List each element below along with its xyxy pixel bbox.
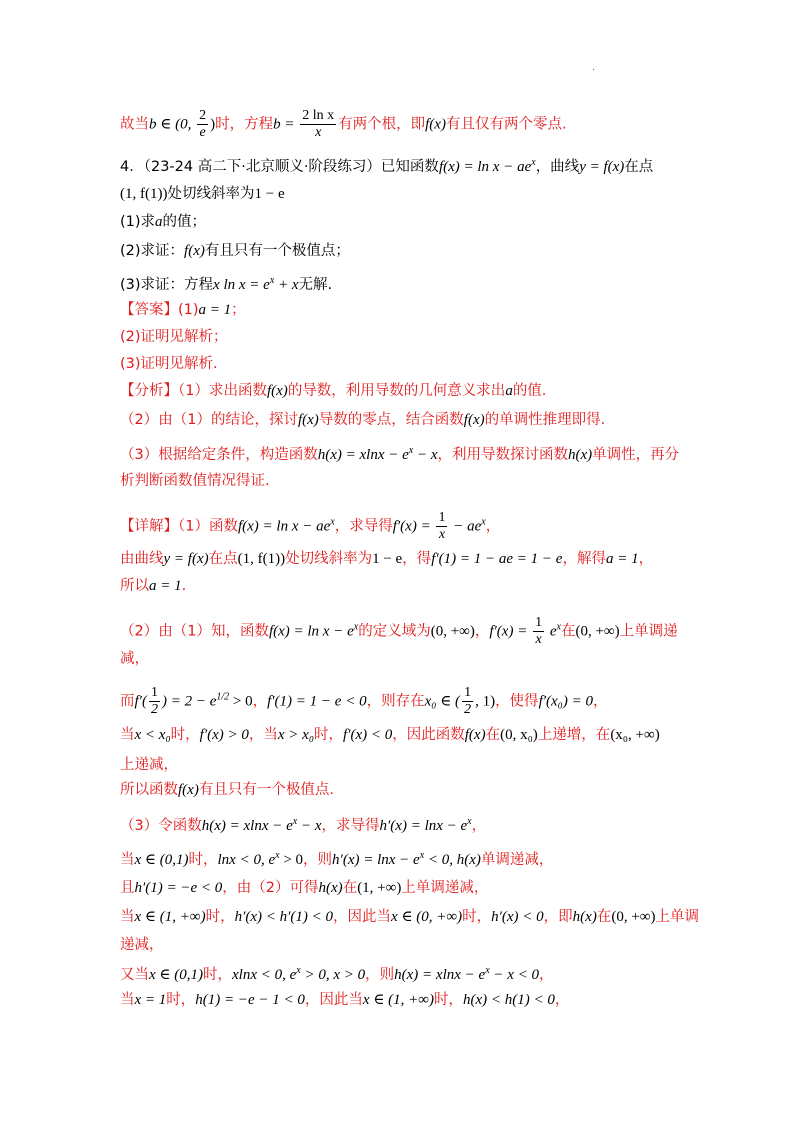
math-expression: − x — [413, 446, 438, 463]
math-expression: (1, f(1)) — [120, 186, 168, 202]
math-expression: x ∈ (0, +∞) — [391, 909, 463, 925]
text-segment: 上单调 — [655, 909, 699, 925]
math-expression: f(x) — [178, 782, 199, 798]
math-expression: (0, +∞) — [611, 909, 656, 925]
text-segment: ，曲线 — [535, 158, 580, 175]
text-line-l6 — [120, 299, 246, 321]
text-segment: ，因此当 — [333, 909, 392, 925]
text-segment: 所以 — [120, 578, 149, 594]
fraction-denominator: e — [199, 125, 206, 140]
math-expression: x ∈ (0,1) — [149, 966, 204, 983]
math-expression: (0, x₀) — [500, 727, 538, 743]
math-expression: 1 − e — [372, 551, 403, 567]
text-line-l12 — [120, 470, 270, 492]
text-segment: 减， — [120, 651, 149, 667]
text-segment: 递减， — [120, 937, 164, 953]
text-segment: 时， — [166, 992, 196, 1008]
fraction-numerator: 1 — [438, 510, 446, 525]
text-segment: ，利用导数探讨函数 — [437, 446, 569, 463]
math-expression: a — [505, 383, 513, 399]
text-segment: 又当 — [120, 966, 149, 983]
math-expression: f(x) — [425, 116, 446, 133]
superscript: x — [292, 816, 298, 827]
math-expression: h(x) — [568, 446, 593, 463]
fraction — [462, 685, 473, 718]
text-segment: ，当 — [248, 727, 278, 743]
text-segment: 导数的零点，结合函数 — [318, 412, 464, 428]
text-segment: ，因此当 — [304, 992, 363, 1008]
text-segment: (2)求证： — [120, 243, 185, 259]
superscript: x — [330, 516, 335, 528]
math-expression: f′(1) = 1 − e < 0 — [267, 693, 367, 710]
math-expression: x > x₀ — [277, 727, 315, 743]
text-line-l4 — [120, 240, 350, 262]
text-line-l8 — [120, 353, 218, 375]
math-expression: a = 1 — [149, 578, 182, 594]
fraction-denominator: x — [315, 125, 322, 140]
text-segment: 【分析】（1）求出函数 — [120, 383, 267, 399]
text-segment: 在 — [342, 880, 358, 896]
text-segment: 时， — [188, 851, 218, 868]
superscript: x — [275, 850, 280, 861]
math-expression: a — [155, 214, 163, 230]
fraction-numerator: 1 — [464, 685, 472, 700]
math-expression: f(x) = ln x − ae — [438, 158, 532, 175]
text-segment: ，则 — [303, 851, 333, 868]
text-segment: ，求导得 — [334, 518, 393, 535]
math-expression: f′(x) > 0 — [199, 727, 249, 743]
text-segment: 上递减， — [120, 757, 178, 773]
text-line-l27 — [120, 960, 554, 986]
math-expression: h(x) — [572, 909, 597, 925]
math-expression: h′(1) = −e < 0 — [134, 880, 223, 896]
math-expression: h(1) = −e − 1 < 0 — [195, 992, 305, 1008]
text-segment: ，使得 — [495, 693, 539, 710]
math-expression: x ln x = e — [213, 276, 270, 293]
text-segment: 上单调递 — [619, 623, 678, 640]
math-expression: f(x) — [266, 383, 288, 399]
text-segment: 的值. — [512, 383, 547, 399]
text-segment: 时， — [203, 966, 233, 983]
text-segment: ，则存在 — [366, 693, 425, 710]
math-expression: x ∈ (0,1) — [134, 851, 189, 868]
text-line-l13 — [120, 510, 500, 543]
math-expression: x = 1 — [134, 992, 167, 1008]
text-segment: 【答案】(1) — [120, 302, 199, 318]
text-segment: 在 — [485, 727, 501, 743]
text-segment: 上递增，在 — [537, 727, 611, 743]
text-segment: 【详解】（1）函数 — [120, 518, 238, 535]
text-segment: (1)求 — [120, 214, 156, 230]
math-expression: − x < 0 — [489, 966, 540, 983]
math-expression: , 1) — [475, 693, 496, 710]
fraction — [149, 685, 160, 718]
text-segment: 时，方程 — [215, 116, 274, 133]
fraction-numerator: 1 — [535, 615, 543, 630]
superscript: x — [353, 621, 359, 633]
math-expression: x ∈ (1, +∞) — [362, 992, 434, 1008]
text-segment: 且 — [120, 880, 135, 896]
text-segment: 而 — [120, 693, 135, 710]
text-segment: 有且仅有两个零点. — [445, 116, 567, 133]
text-line-l18 — [120, 685, 608, 718]
math-expression: > 0, x > 0 — [300, 966, 366, 983]
text-segment: 在 — [560, 623, 576, 640]
text-segment: ， — [485, 518, 501, 535]
text-segment: 单调递减， — [480, 851, 554, 868]
fraction — [300, 108, 336, 141]
math-expression: f′( — [134, 693, 147, 710]
text-line-l20 — [120, 754, 178, 776]
text-line-l3 — [120, 211, 206, 233]
text-segment: ，求导得 — [321, 817, 380, 834]
math-expression: x₀ ∈ ( — [424, 693, 461, 710]
text-segment: ， — [638, 551, 654, 567]
fraction-denominator: x — [535, 632, 542, 647]
math-expression: h′(x) = lnx − e — [379, 817, 468, 834]
text-segment: (3)求证：方程 — [120, 276, 214, 293]
text-line-l25 — [120, 906, 699, 928]
text-segment: ， — [474, 623, 490, 640]
text-segment: ， — [593, 693, 608, 710]
superscript: x — [481, 516, 486, 528]
text-segment: 当 — [120, 727, 135, 743]
fraction-numerator: 2 ln x — [302, 108, 335, 123]
superscript: x — [556, 621, 561, 633]
text-segment: ， — [539, 966, 554, 983]
text-line-l10 — [120, 409, 605, 431]
fraction-numerator: 2 — [199, 108, 207, 123]
text-segment: 时， — [314, 727, 344, 743]
math-expression: h(x) — [318, 880, 343, 896]
math-expression: f(x) — [464, 727, 486, 743]
math-expression: 1 − e — [254, 186, 285, 202]
math-expression: > 0 — [279, 851, 304, 868]
math-expression: (x₀, +∞) — [610, 727, 660, 743]
text-line-l22 — [120, 811, 486, 837]
text-segment: 时， — [170, 727, 200, 743]
text-segment: （2）由（1）知，函数 — [120, 623, 269, 640]
text-segment: ， — [471, 817, 487, 834]
superscript: x — [485, 965, 490, 976]
math-expression: f(x) = ln x − e — [268, 623, 354, 640]
math-expression: a = 1 — [198, 302, 232, 318]
text-segment: 的导数，利用导数的几何意义求出 — [287, 383, 506, 399]
text-segment: ，则 — [365, 966, 395, 983]
page-corner-mark: . — [592, 62, 596, 73]
math-expression: < 0, h(x) — [424, 851, 481, 868]
text-segment: 在点 — [624, 158, 654, 175]
text-line-l26 — [120, 934, 164, 956]
text-line-l0 — [120, 108, 567, 141]
math-expression: h′(x) < h′(1) < 0 — [234, 909, 334, 925]
text-segment: 时， — [462, 909, 492, 925]
fraction — [533, 615, 544, 648]
text-line-l24 — [120, 877, 488, 899]
text-segment: 当 — [120, 851, 135, 868]
text-line-l5 — [120, 270, 332, 296]
text-segment: （3）根据给定条件，构造函数 — [120, 446, 318, 463]
math-expression: ) = 2 − e — [161, 693, 217, 710]
text-segment: 的定义域为 — [358, 623, 431, 640]
text-segment: 上单调递减， — [401, 880, 489, 896]
math-expression: lnx < 0, e — [217, 851, 276, 868]
text-segment: 处切线斜率为 — [285, 551, 373, 567]
math-expression: y = f(x) — [579, 158, 625, 175]
math-expression: (1, +∞) — [357, 880, 402, 896]
text-segment: (2)证明见解析； — [120, 329, 228, 345]
math-expression: b ∈ (0, — [149, 116, 196, 133]
text-segment: 时， — [205, 909, 235, 925]
text-segment: ，由（2）可得 — [222, 880, 319, 896]
text-segment: （2）由（1）的结论，探讨 — [120, 412, 298, 428]
text-line-l9 — [120, 380, 546, 402]
math-expression: f′(x) = — [392, 518, 435, 535]
math-expression: − x — [297, 817, 322, 834]
math-expression: (1, f(1)) — [237, 551, 286, 567]
math-expression: ) — [210, 116, 216, 133]
math-expression: b = — [273, 116, 299, 133]
fraction-denominator: 2 — [464, 702, 472, 717]
superscript: x — [408, 445, 414, 456]
math-expression: h(x) = xlnx − e — [317, 446, 409, 463]
math-expression: > 0 — [229, 693, 253, 710]
math-expression: f′(x) < 0 — [343, 727, 393, 743]
text-segment: ，因此函数 — [392, 727, 465, 743]
math-expression: h′(x) = lnx − e — [332, 851, 420, 868]
text-segment: 在点 — [208, 551, 238, 567]
superscript: x — [296, 965, 301, 976]
text-line-l28 — [120, 989, 569, 1011]
math-expression: h(x) = xlnx − e — [394, 966, 486, 983]
fraction-numerator: 1 — [150, 685, 158, 700]
text-line-l2 — [120, 183, 285, 205]
text-segment: ， — [252, 693, 268, 710]
text-segment: 当 — [120, 992, 135, 1008]
text-line-l14 — [120, 548, 653, 570]
text-line-l15 — [120, 575, 186, 597]
text-segment: 的值； — [162, 214, 207, 230]
text-segment: （3）令函数 — [120, 817, 202, 834]
text-segment: 析判断函数值情况得证. — [120, 473, 270, 489]
superscript: 1/2 — [216, 691, 230, 703]
text-line-l16 — [120, 615, 678, 648]
math-expression: e — [546, 623, 557, 640]
text-segment: 在 — [596, 909, 612, 925]
text-segment: . — [181, 578, 187, 594]
text-segment: 单调性，再分 — [592, 446, 680, 463]
math-expression: x < x₀ — [134, 727, 171, 743]
text-segment: (3)证明见解析. — [120, 356, 218, 372]
fraction — [197, 108, 208, 141]
text-segment: 故当 — [120, 116, 149, 133]
math-expression: + x — [274, 276, 299, 293]
math-expression: (0, +∞) — [430, 623, 475, 640]
text-segment: 由曲线 — [120, 551, 164, 567]
text-line-l7 — [120, 326, 228, 348]
superscript: x — [419, 850, 425, 861]
superscript: x — [531, 157, 536, 168]
text-segment: 有且只有一个极值点. — [198, 782, 334, 798]
text-segment: 的单调性推理即得. — [484, 412, 606, 428]
text-line-l19 — [120, 724, 660, 746]
superscript: x — [269, 275, 275, 286]
text-segment: ，得 — [402, 551, 432, 567]
math-expression: f(x) — [463, 412, 485, 428]
fraction — [436, 510, 447, 543]
text-segment: ， — [554, 992, 570, 1008]
math-expression: f(x) = ln x − ae — [237, 518, 331, 535]
math-expression: f(x) — [184, 243, 205, 259]
text-segment: 处切线斜率为 — [167, 186, 255, 202]
text-segment: 有且只有一个极值点； — [204, 243, 350, 259]
text-segment: ； — [231, 302, 246, 318]
text-segment: ，解得 — [562, 551, 606, 567]
text-segment: 有两个根，即 — [338, 116, 426, 133]
math-expression: x ∈ (1, +∞) — [134, 909, 206, 925]
text-segment: 时， — [434, 992, 463, 1008]
math-expression: xlnx < 0, e — [232, 966, 297, 983]
math-expression: f′(1) = 1 − ae = 1 − e — [431, 551, 563, 567]
math-expression: − ae — [449, 518, 482, 535]
text-line-l17 — [120, 648, 149, 670]
text-segment: 所以函数 — [120, 782, 178, 798]
math-expression: f′(x) = — [489, 623, 532, 640]
math-expression: f′(x₀) = 0 — [538, 693, 593, 710]
math-expression: h(x) < h(1) < 0 — [463, 992, 555, 1008]
text-line-l21 — [120, 779, 334, 801]
math-expression: f(x) — [297, 412, 319, 428]
text-line-l11 — [120, 440, 679, 466]
fraction-denominator: 2 — [150, 702, 158, 717]
math-expression: y = f(x) — [163, 551, 209, 567]
text-segment: ，即 — [543, 909, 573, 925]
text-line-l23 — [120, 845, 553, 871]
text-segment: 4．（23-24 高二下·北京顺义·阶段练习）已知函数 — [120, 158, 439, 175]
math-expression: h′(x) < 0 — [491, 909, 544, 925]
superscript: x — [467, 816, 472, 827]
fraction-denominator: x — [438, 527, 446, 542]
math-expression: a = 1 — [605, 551, 639, 567]
text-segment: 当 — [120, 909, 135, 925]
text-segment: 无解. — [298, 276, 333, 293]
text-line-l1 — [120, 152, 653, 178]
math-expression: h(x) = xlnx − e — [201, 817, 293, 834]
math-expression: (0, +∞) — [575, 623, 620, 640]
